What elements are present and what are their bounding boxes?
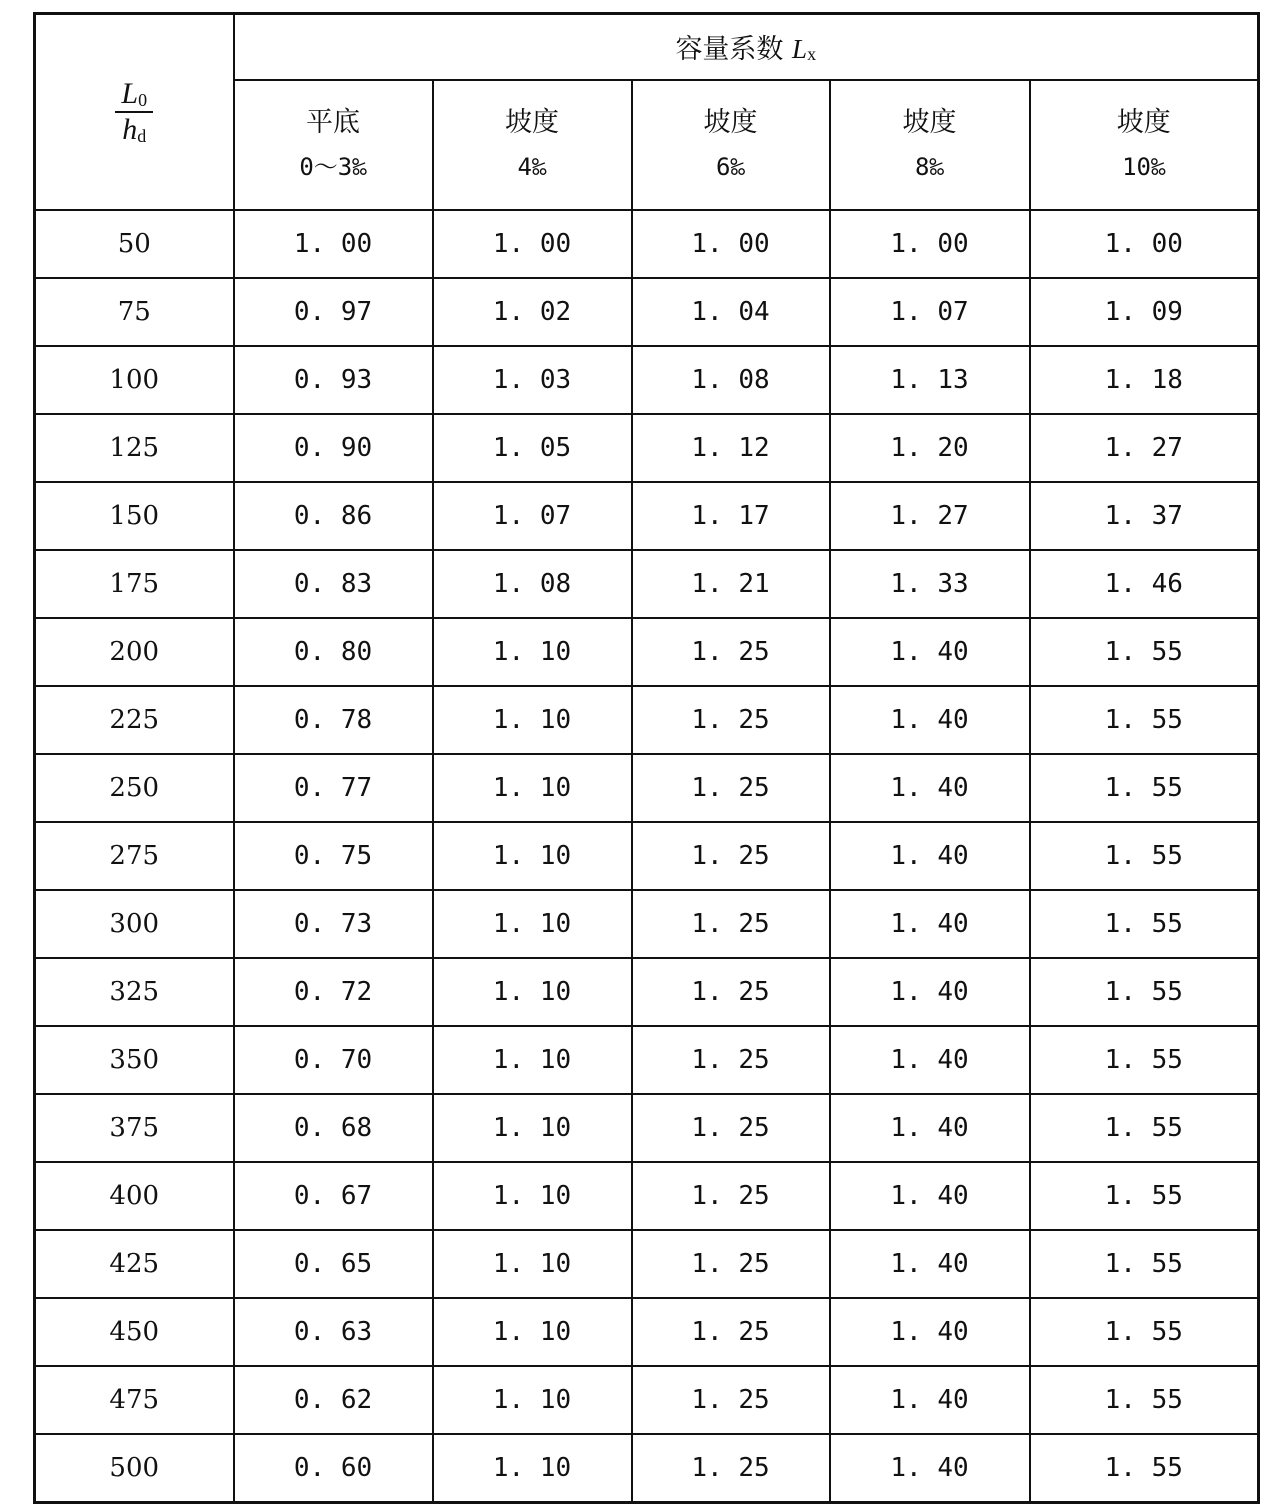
coefficient-cell: 1. 10 [433,1026,632,1094]
column-header-1 [433,80,632,210]
coefficient-cell: 0. 67 [234,1162,433,1230]
coefficient-cell: 0. 65 [234,1230,433,1298]
row-ratio-value: 125 [35,414,234,482]
table-row [35,1366,1259,1434]
row-ratio-value: 150 [35,482,234,550]
coefficient-cell: 1. 55 [1030,1230,1259,1298]
row-ratio-value: 475 [35,1366,234,1434]
denominator-subscript: d [137,125,147,146]
table-row [35,278,1259,346]
coefficient-cell: 1. 25 [632,822,830,890]
coefficient-cell: 1. 40 [830,1094,1030,1162]
coefficient-cell: 1. 25 [632,1162,830,1230]
coefficient-cell: 1. 12 [632,414,830,482]
capacity-coefficient-table [33,12,1260,1504]
coefficient-cell: 1. 25 [632,1298,830,1366]
coefficient-cell: 0. 72 [234,958,433,1026]
coefficient-cell: 1. 27 [1030,414,1259,482]
coefficient-cell: 1. 40 [830,890,1030,958]
coefficient-cell: 1. 05 [433,414,632,482]
table-row [35,550,1259,618]
row-ratio-value: 400 [35,1162,234,1230]
coefficient-cell: 1. 10 [433,754,632,822]
coefficient-cell: 1. 08 [433,550,632,618]
column-header-2 [632,80,830,210]
coefficient-cell: 0. 75 [234,822,433,890]
row-ratio-value: 500 [35,1434,234,1503]
capacity-coefficient-group-header [234,14,1259,80]
coefficient-cell: 1. 10 [433,1230,632,1298]
coefficient-cell: 0. 60 [234,1434,433,1503]
row-ratio-value: 50 [35,210,234,278]
numerator-symbol: L [121,76,139,110]
table-row [35,1298,1259,1366]
coefficient-cell: 1. 40 [830,754,1030,822]
column-header-0 [234,80,433,210]
coefficient-cell: 1. 00 [830,210,1030,278]
column-header-3 [830,80,1030,210]
numerator-subscript: 0 [138,89,148,110]
coefficient-cell: 1. 10 [433,618,632,686]
table-row [35,754,1259,822]
coefficient-cell: 1. 00 [234,210,433,278]
capacity-coefficient-table-container [33,12,1257,1483]
row-ratio-value: 225 [35,686,234,754]
coefficient-cell: 1. 07 [433,482,632,550]
column-header-slope: 6‰ [716,152,745,181]
coefficient-cell: 1. 18 [1030,346,1259,414]
row-ratio-value: 175 [35,550,234,618]
column-header-name: 坡度 [902,106,957,138]
row-ratio-value: 325 [35,958,234,1026]
table-row [35,822,1259,890]
row-ratio-value: 375 [35,1094,234,1162]
table-row [35,210,1259,278]
table-row [35,482,1259,550]
coefficient-cell: 0. 86 [234,482,433,550]
coefficient-cell: 1. 55 [1030,1162,1259,1230]
coefficient-cell: 1. 55 [1030,890,1259,958]
coefficient-cell: 1. 02 [433,278,632,346]
ratio-fraction [115,77,153,147]
column-header-4 [1030,80,1259,210]
coefficient-cell: 1. 09 [1030,278,1259,346]
row-ratio-value: 75 [35,278,234,346]
column-header-slope: 4‰ [517,152,547,181]
coefficient-cell: 1. 25 [632,1366,830,1434]
coefficient-cell: 1. 20 [830,414,1030,482]
coefficient-cell: 1. 40 [830,1434,1030,1503]
row-ratio-value: 300 [35,890,234,958]
denominator-symbol: h [122,112,138,146]
column-header-slope: 8‰ [915,152,944,181]
coefficient-cell: 1. 25 [632,1026,830,1094]
coefficient-cell: 1. 10 [433,686,632,754]
coefficient-cell: 1. 40 [830,1162,1030,1230]
row-ratio-value: 100 [35,346,234,414]
table-header [35,14,1259,210]
coefficient-cell: 1. 55 [1030,1298,1259,1366]
coefficient-cell: 1. 46 [1030,550,1259,618]
coefficient-cell: 0. 62 [234,1366,433,1434]
corner-ratio-header [35,14,234,210]
coefficient-cell: 1. 55 [1030,686,1259,754]
coefficient-cell: 0. 97 [234,278,433,346]
table-row [35,1094,1259,1162]
column-header-slope: 10‰ [1122,152,1166,181]
coefficient-cell: 0. 90 [234,414,433,482]
table-row [35,618,1259,686]
row-ratio-value: 350 [35,1026,234,1094]
coefficient-cell: 1. 10 [433,1162,632,1230]
coefficient-cell: 1. 07 [830,278,1030,346]
coefficient-cell: 1. 55 [1030,1366,1259,1434]
coefficient-cell: 1. 25 [632,1434,830,1503]
coefficient-cell: 1. 00 [1030,210,1259,278]
coefficient-cell: 1. 40 [830,1230,1030,1298]
coefficient-cell: 1. 25 [632,958,830,1026]
coefficient-cell: 0. 73 [234,890,433,958]
coefficient-cell: 1. 55 [1030,618,1259,686]
coefficient-cell: 1. 40 [830,1026,1030,1094]
coefficient-cell: 1. 10 [433,1366,632,1434]
table-row [35,1162,1259,1230]
coefficient-cell: 1. 55 [1030,958,1259,1026]
table-row [35,346,1259,414]
row-ratio-value: 250 [35,754,234,822]
table-row [35,1026,1259,1094]
coefficient-cell: 1. 25 [632,618,830,686]
row-ratio-value: 425 [35,1230,234,1298]
coefficient-cell: 1. 10 [433,890,632,958]
ratio-numerator [115,77,153,113]
table-row [35,686,1259,754]
coefficient-cell: 0. 78 [234,686,433,754]
coefficient-cell: 0. 70 [234,1026,433,1094]
coefficient-cell: 1. 10 [433,1298,632,1366]
coefficient-cell: 1. 25 [632,1094,830,1162]
coefficient-cell: 1. 55 [1030,822,1259,890]
column-header-slope: 0～3‰ [299,152,367,181]
column-header-name: 坡度 [505,106,559,138]
coefficient-cell: 1. 37 [1030,482,1259,550]
coefficient-cell: 0. 68 [234,1094,433,1162]
row-ratio-value: 450 [35,1298,234,1366]
coefficient-cell: 1. 17 [632,482,830,550]
coefficient-cell: 1. 33 [830,550,1030,618]
coefficient-cell: 1. 55 [1030,1094,1259,1162]
coefficient-cell: 0. 77 [234,754,433,822]
table-row [35,958,1259,1026]
coefficient-cell: 1. 13 [830,346,1030,414]
coefficient-cell: 1. 03 [433,346,632,414]
group-header-symbol-letter: L [792,34,808,65]
coefficient-cell: 1. 10 [433,1094,632,1162]
row-ratio-value: 200 [35,618,234,686]
coefficient-cell: 1. 00 [632,210,830,278]
coefficient-cell: 1. 25 [632,890,830,958]
coefficient-cell: 0. 80 [234,618,433,686]
row-ratio-value: 275 [35,822,234,890]
table-row [35,414,1259,482]
coefficient-cell: 0. 63 [234,1298,433,1366]
coefficient-cell: 1. 00 [433,210,632,278]
coefficient-cell: 1. 40 [830,618,1030,686]
coefficient-cell: 1. 25 [632,1230,830,1298]
coefficient-cell: 1. 25 [632,754,830,822]
coefficient-cell: 1. 40 [830,958,1030,1026]
coefficient-cell: 1. 27 [830,482,1030,550]
column-header-name: 坡度 [1116,106,1171,138]
coefficient-cell: 0. 93 [234,346,433,414]
coefficient-cell: 1. 10 [433,958,632,1026]
column-header-name: 坡度 [703,106,758,138]
group-header-label: 容量系数 [675,34,784,66]
coefficient-cell: 1. 08 [632,346,830,414]
table-body [35,210,1259,1503]
coefficient-cell: 0. 83 [234,550,433,618]
coefficient-cell: 1. 55 [1030,1434,1259,1503]
table-row [35,890,1259,958]
table-row [35,1230,1259,1298]
coefficient-cell: 1. 40 [830,1366,1030,1434]
coefficient-cell: 1. 10 [433,1434,632,1503]
coefficient-cell: 1. 55 [1030,1026,1259,1094]
coefficient-cell: 1. 40 [830,686,1030,754]
coefficient-cell: 1. 25 [632,686,830,754]
coefficient-cell: 1. 55 [1030,754,1259,822]
coefficient-cell: 1. 40 [830,822,1030,890]
coefficient-cell: 1. 10 [433,822,632,890]
coefficient-cell: 1. 40 [830,1298,1030,1366]
coefficient-cell: 1. 21 [632,550,830,618]
group-header-symbol-sub: x [807,44,817,65]
column-header-name: 平底 [306,106,360,138]
coefficient-cell: 1. 04 [632,278,830,346]
table-row [35,1434,1259,1503]
group-header-symbol [792,34,816,64]
header-row-group [35,14,1259,80]
ratio-denominator [115,113,153,147]
